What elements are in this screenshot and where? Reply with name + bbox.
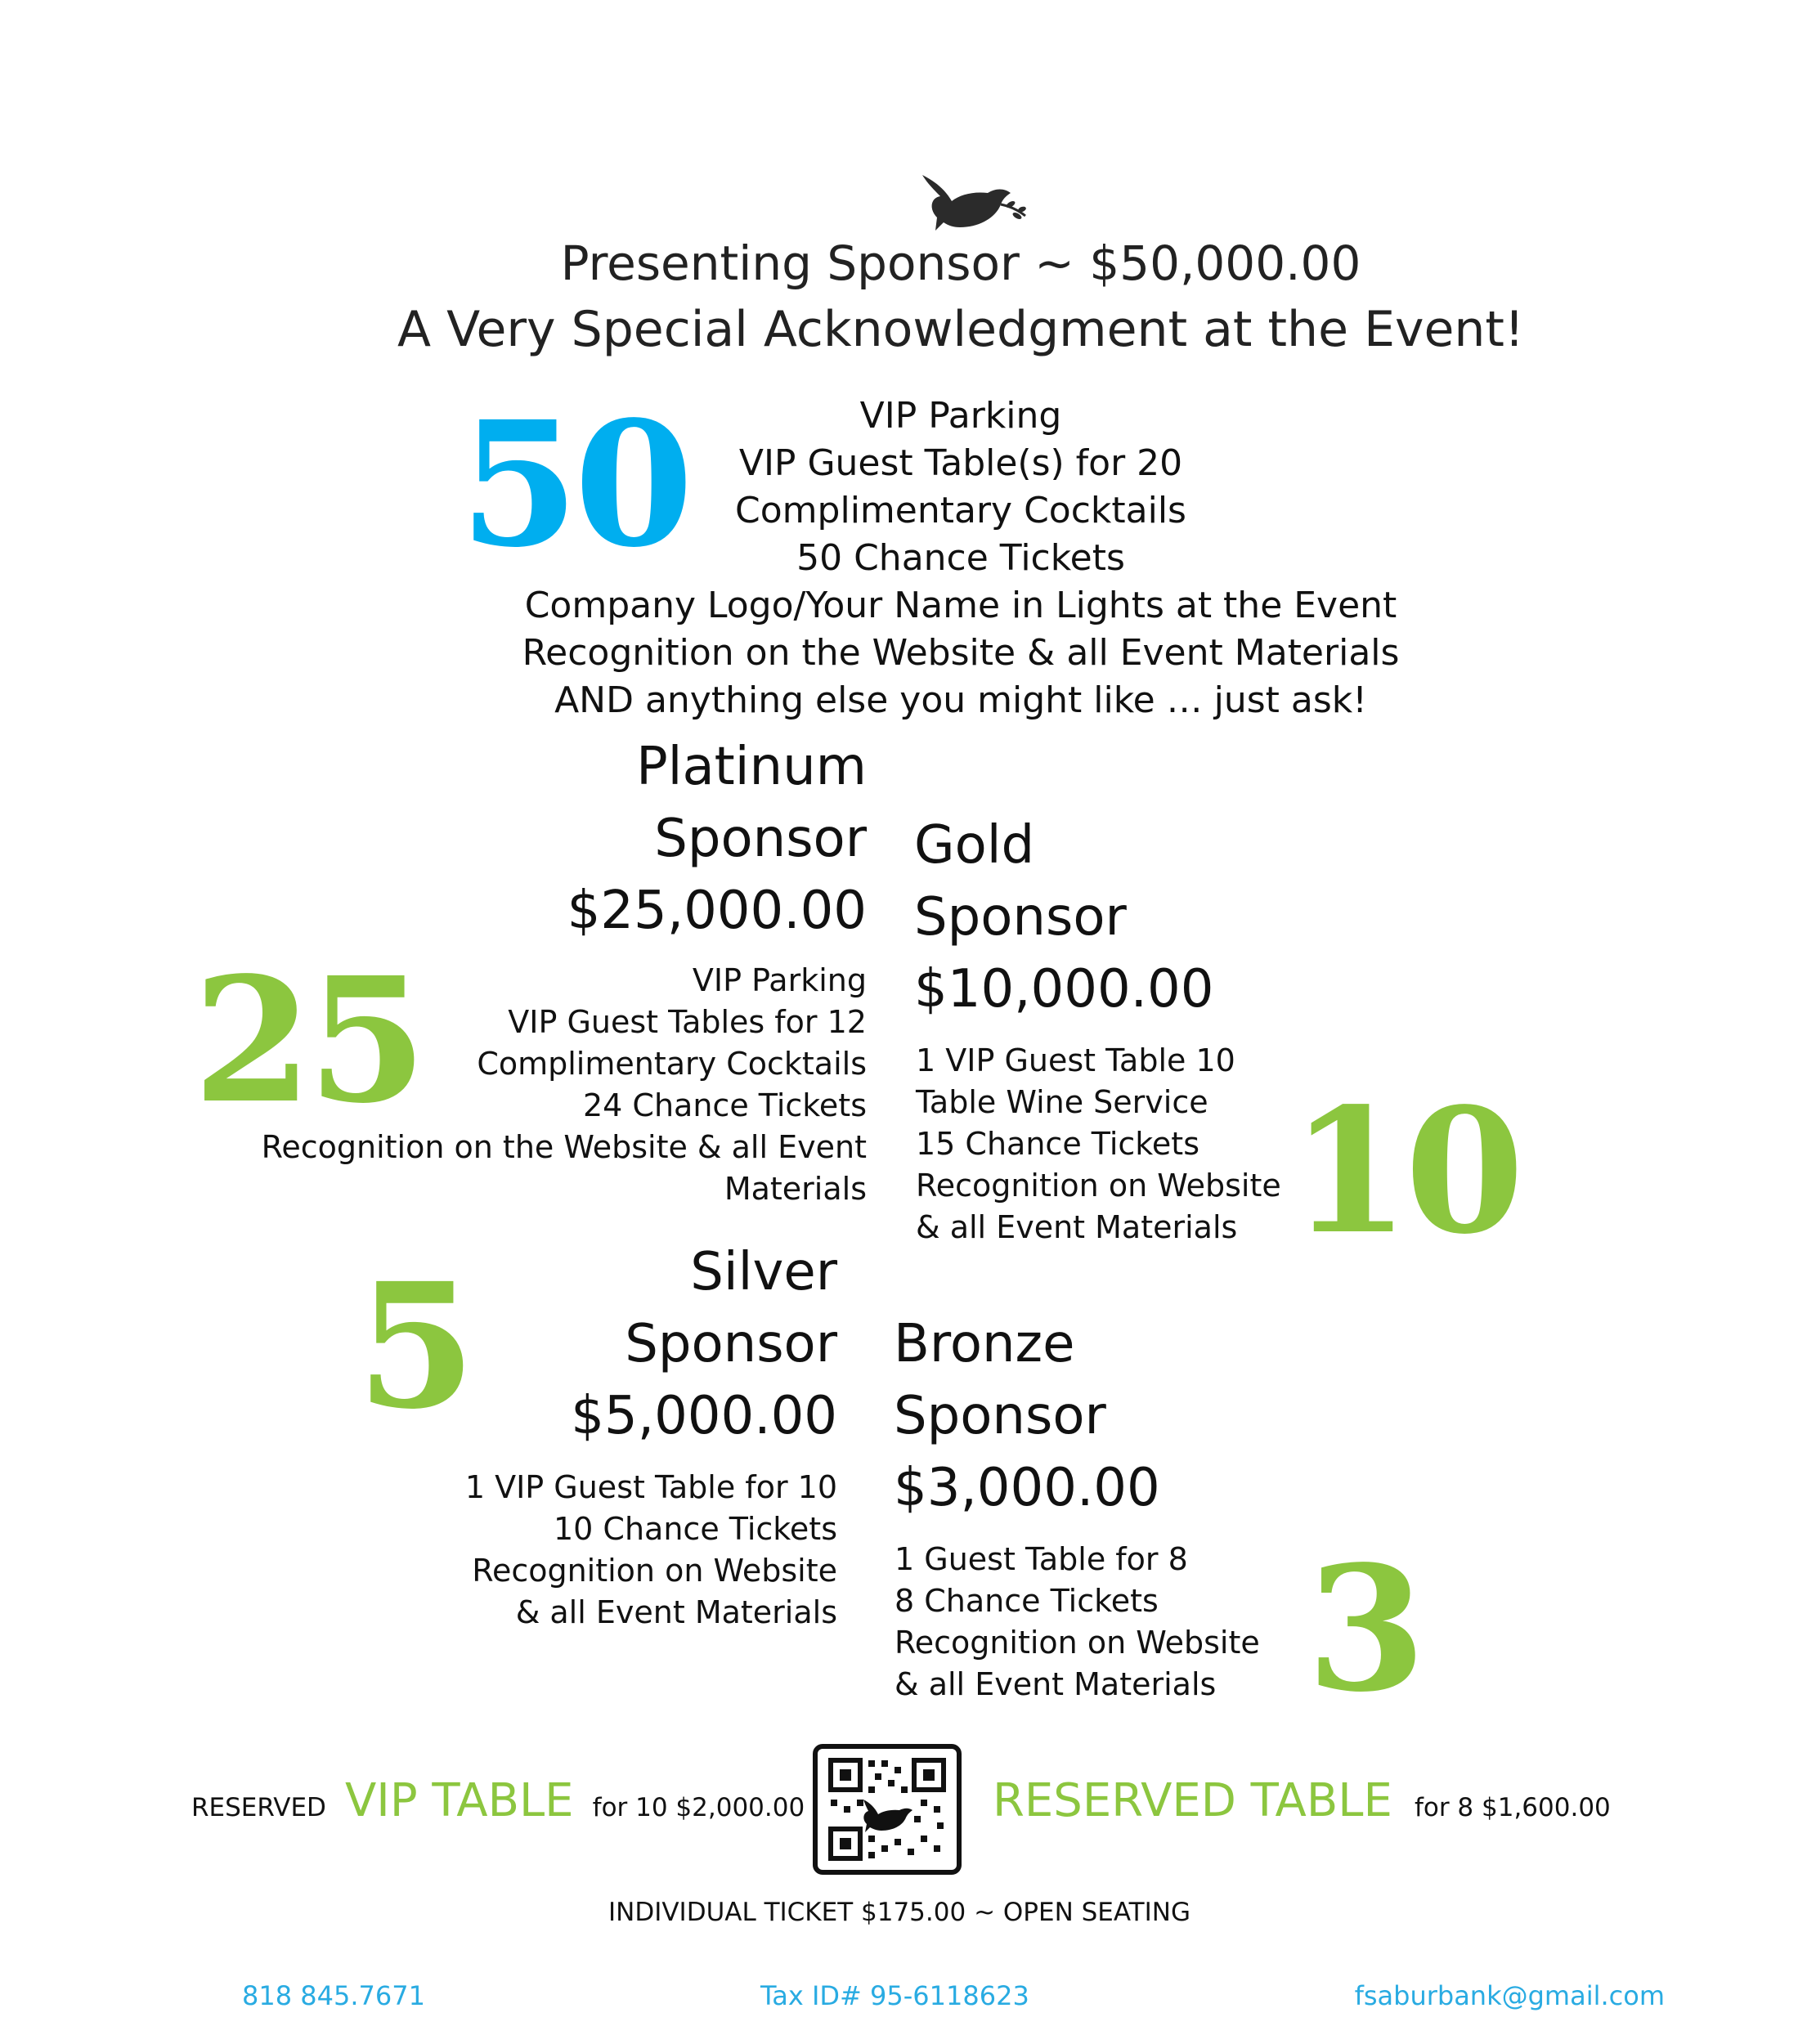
list-item: Recognition on Website bbox=[895, 1625, 1260, 1661]
tier-label: Sponsor bbox=[625, 1314, 837, 1374]
list-item: 15 Chance Tickets bbox=[916, 1126, 1199, 1162]
bronze-benefits bbox=[895, 1539, 1287, 1706]
tier-label: Sponsor bbox=[894, 1386, 1106, 1446]
tier-label: Sponsor bbox=[914, 887, 1127, 948]
platinum-number: 25 bbox=[193, 939, 423, 1141]
silver-benefits bbox=[428, 1467, 837, 1634]
reserved-table-label: RESERVED TABLE bbox=[993, 1774, 1392, 1827]
tier-price: $10,000.00 bbox=[914, 959, 1214, 1020]
presenting-number: 50 bbox=[460, 383, 689, 585]
tier-price: $25,000.00 bbox=[567, 881, 867, 941]
list-item: & all Event Materials bbox=[515, 1594, 837, 1630]
list-item: Recognition on Website bbox=[472, 1553, 837, 1589]
vip-table-detail: for 10 $2,000.00 bbox=[592, 1793, 805, 1822]
list-item: Recognition on the Website & all Event Materials bbox=[522, 632, 1400, 674]
dove-logo-icon bbox=[916, 164, 1030, 237]
list-item: 8 Chance Tickets bbox=[895, 1583, 1159, 1619]
list-item: Company Logo/Your Name in Lights at the Event bbox=[524, 585, 1397, 626]
list-item: VIP Parking bbox=[692, 962, 867, 998]
platinum-benefits bbox=[147, 960, 867, 1210]
list-item: AND anything else you might like … just ask! bbox=[554, 679, 1367, 721]
tier-name: Platinum bbox=[636, 737, 867, 797]
list-item: 1 VIP Guest Table for 10 bbox=[464, 1469, 837, 1505]
list-item: VIP Guest Table(s) for 20 bbox=[738, 442, 1183, 484]
list-item: & all Event Materials bbox=[916, 1209, 1238, 1245]
list-item: VIP Parking bbox=[859, 395, 1062, 437]
list-item: 24 Chance Tickets bbox=[583, 1087, 867, 1123]
gold-heading bbox=[914, 809, 1323, 1025]
list-item: Recognition on Website bbox=[916, 1168, 1281, 1204]
list-item: Table Wine Service bbox=[916, 1084, 1208, 1120]
individual-ticket: INDIVIDUAL TICKET $175.00 ~ OPEN SEATING bbox=[608, 1898, 1190, 1927]
email-link[interactable]: fsaburbank@gmail.com bbox=[1354, 1980, 1665, 2011]
list-item: & all Event Materials bbox=[895, 1666, 1217, 1702]
qr-code-icon bbox=[813, 1744, 962, 1875]
platinum-heading bbox=[458, 731, 867, 947]
list-item: 50 Chance Tickets bbox=[796, 537, 1125, 579]
list-item: 1 Guest Table for 8 bbox=[895, 1541, 1188, 1577]
list-item: Complimentary Cocktails bbox=[477, 1046, 867, 1082]
bronze-heading bbox=[894, 1308, 1303, 1524]
tier-name: Gold bbox=[914, 815, 1035, 876]
gold-number: 10 bbox=[1290, 1070, 1520, 1272]
list-item: Recognition on the Website & all Event Materials bbox=[261, 1129, 867, 1207]
vip-table-label: VIP TABLE bbox=[345, 1774, 574, 1827]
list-item: Complimentary Cocktails bbox=[735, 490, 1186, 531]
bronze-number: 3 bbox=[1307, 1528, 1422, 1730]
reserved-table-offer bbox=[993, 1774, 1614, 1848]
vip-table-prefix: RESERVED bbox=[191, 1793, 326, 1822]
tier-name: Silver bbox=[690, 1242, 837, 1302]
tax-id: Tax ID# 95-6118623 bbox=[760, 1980, 1029, 2011]
list-item: 10 Chance Tickets bbox=[554, 1511, 837, 1547]
silver-number: 5 bbox=[356, 1245, 472, 1447]
list-item: VIP Guest Tables for 12 bbox=[508, 1004, 867, 1040]
tier-name: Bronze bbox=[894, 1314, 1075, 1374]
presenting-benefits bbox=[470, 392, 1451, 724]
phone-number[interactable]: 818 845.7671 bbox=[242, 1980, 425, 2011]
reserved-table-detail: for 8 $1,600.00 bbox=[1414, 1793, 1611, 1822]
gold-benefits bbox=[916, 1040, 1308, 1248]
presenting-subtitle: A Very Special Acknowledgment at the Event! bbox=[397, 301, 1525, 358]
tier-price: $3,000.00 bbox=[894, 1458, 1160, 1518]
list-item: 1 VIP Guest Table 10 bbox=[916, 1042, 1235, 1078]
tier-label: Sponsor bbox=[654, 809, 867, 869]
vip-table-offer bbox=[191, 1774, 813, 1848]
silver-heading bbox=[428, 1236, 837, 1452]
tier-price: $5,000.00 bbox=[571, 1386, 837, 1446]
presenting-title: Presenting Sponsor ~ $50,000.00 bbox=[560, 235, 1361, 291]
